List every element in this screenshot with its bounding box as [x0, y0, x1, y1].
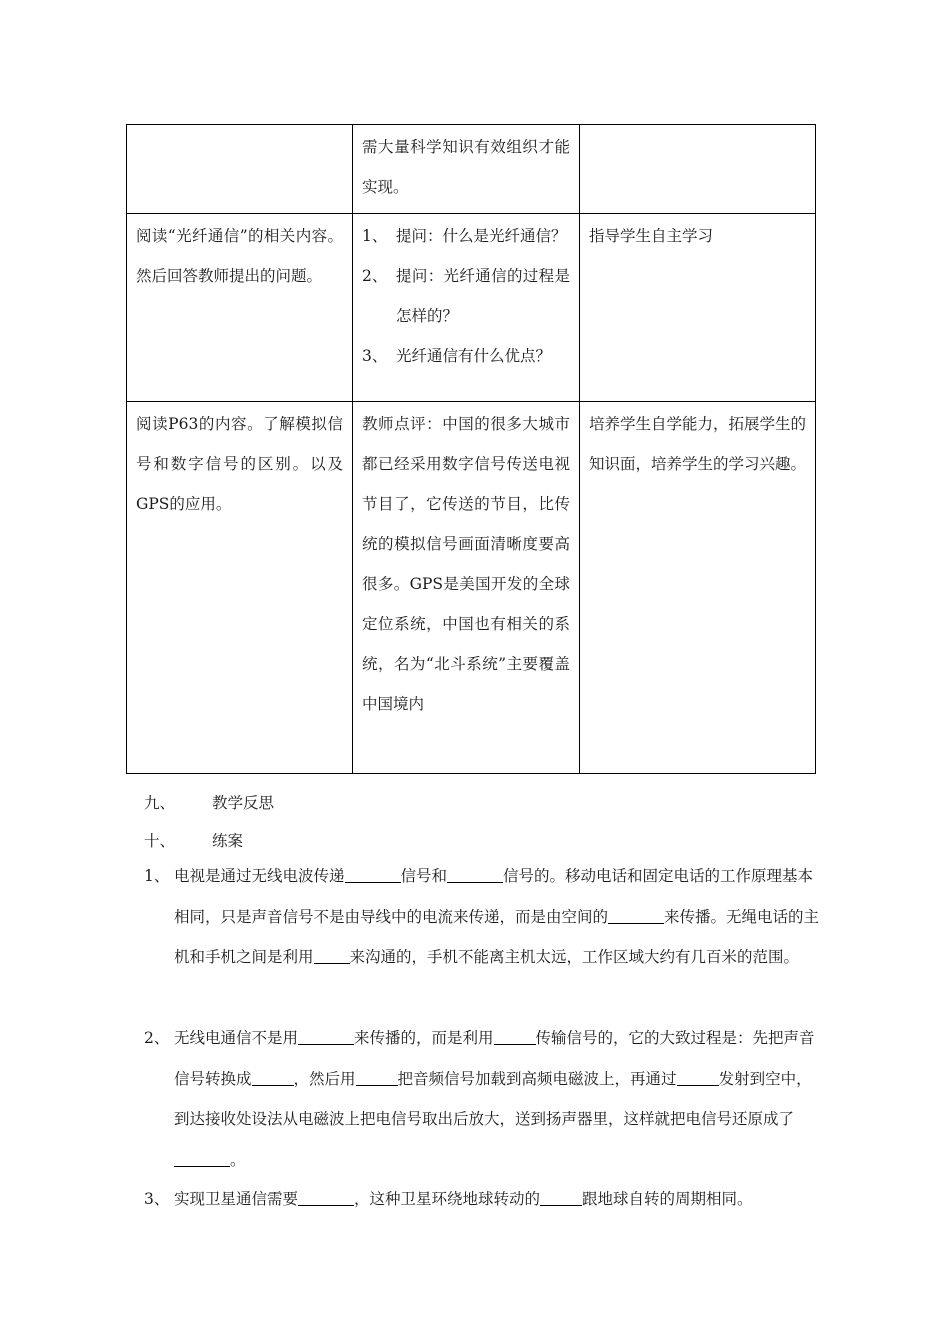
table-cell: 教师点评：中国的很多大城市都已经采用数字信号传送电视节目了，它传送的节目，比传统的模拟信号画面清晰度要高很多。GPS是美国开发的全球定位系统，中国也有相关的系统，名为“北斗系统”主要覆盖中国境内: [353, 402, 580, 774]
list-item: 2、 提问：光纤通信的过程是怎样的？: [362, 267, 570, 325]
table-row: [127, 214, 816, 402]
table-cell-questions: [353, 214, 580, 402]
answer-blank[interactable]: [314, 948, 350, 965]
list-item: 3、 光纤通信有什么优点？: [362, 347, 552, 365]
answer-blank[interactable]: [174, 1150, 230, 1167]
list-item: 1、 提问：什么是光纤通信？: [362, 227, 567, 245]
answer-blank[interactable]: [494, 1029, 536, 1046]
answer-blank[interactable]: [298, 1190, 354, 1207]
table-row: [127, 402, 816, 774]
exercise-question-2: 2、 无线电通信不是用 来传播的，而是利用 传输信号的，它的大致过程是：先把声音信号转换成 ，然后用 把音频信号加载到高频电磁波上，再通过 发射到空中，到达接收处设法从电磁波上把电信号取出后放大，送到扬声器里，这样就把电信号还原成了。: [144, 1029, 815, 1169]
table-cell: 指导学生自主学习: [580, 214, 816, 402]
section-heading-exercises: 十、 练案: [144, 832, 244, 850]
exercise-question-3: 3、 实现卫星通信需要 ，这种卫星环绕地球转动的 跟地球自转的周期相同。: [144, 1190, 753, 1208]
lesson-table: [126, 124, 816, 774]
table-cell: [127, 125, 353, 214]
answer-blank[interactable]: [447, 867, 503, 884]
table-row: [127, 125, 816, 214]
table-cell: 阅读P63的内容。了解模拟信号和数字信号的区别。以及GPS的应用。: [127, 402, 353, 774]
table-cell: 培养学生自学能力，拓展学生的知识面，培养学生的学习兴趣。: [580, 402, 816, 774]
answer-blank[interactable]: [677, 1069, 719, 1086]
answer-blank[interactable]: [298, 1029, 354, 1046]
answer-blank[interactable]: [252, 1069, 294, 1086]
table-cell: [580, 125, 816, 214]
answer-blank[interactable]: [356, 1069, 398, 1086]
table-cell: 阅读“光纤通信”的相关内容。然后回答教师提出的问题。: [127, 214, 353, 402]
answer-blank[interactable]: [608, 907, 664, 924]
answer-blank[interactable]: [345, 867, 401, 884]
exercise-question-1: 1、 电视是通过无线电波传递 信号和 信号的。移动电话和固定电话的工作原理基本相同，只是声音信号不是由导线中的电流来传递，而是由空间的 来传播。无绳电话的主机和手机之间是利用 来沟通的，手机不能离主机太远，工作区域大约有几百米的范围。: [144, 867, 820, 966]
section-heading-reflection: 九、 教学反思: [144, 794, 275, 812]
answer-blank[interactable]: [540, 1190, 582, 1207]
table-cell: 需大量科学知识有效组织才能实现。: [353, 125, 580, 214]
